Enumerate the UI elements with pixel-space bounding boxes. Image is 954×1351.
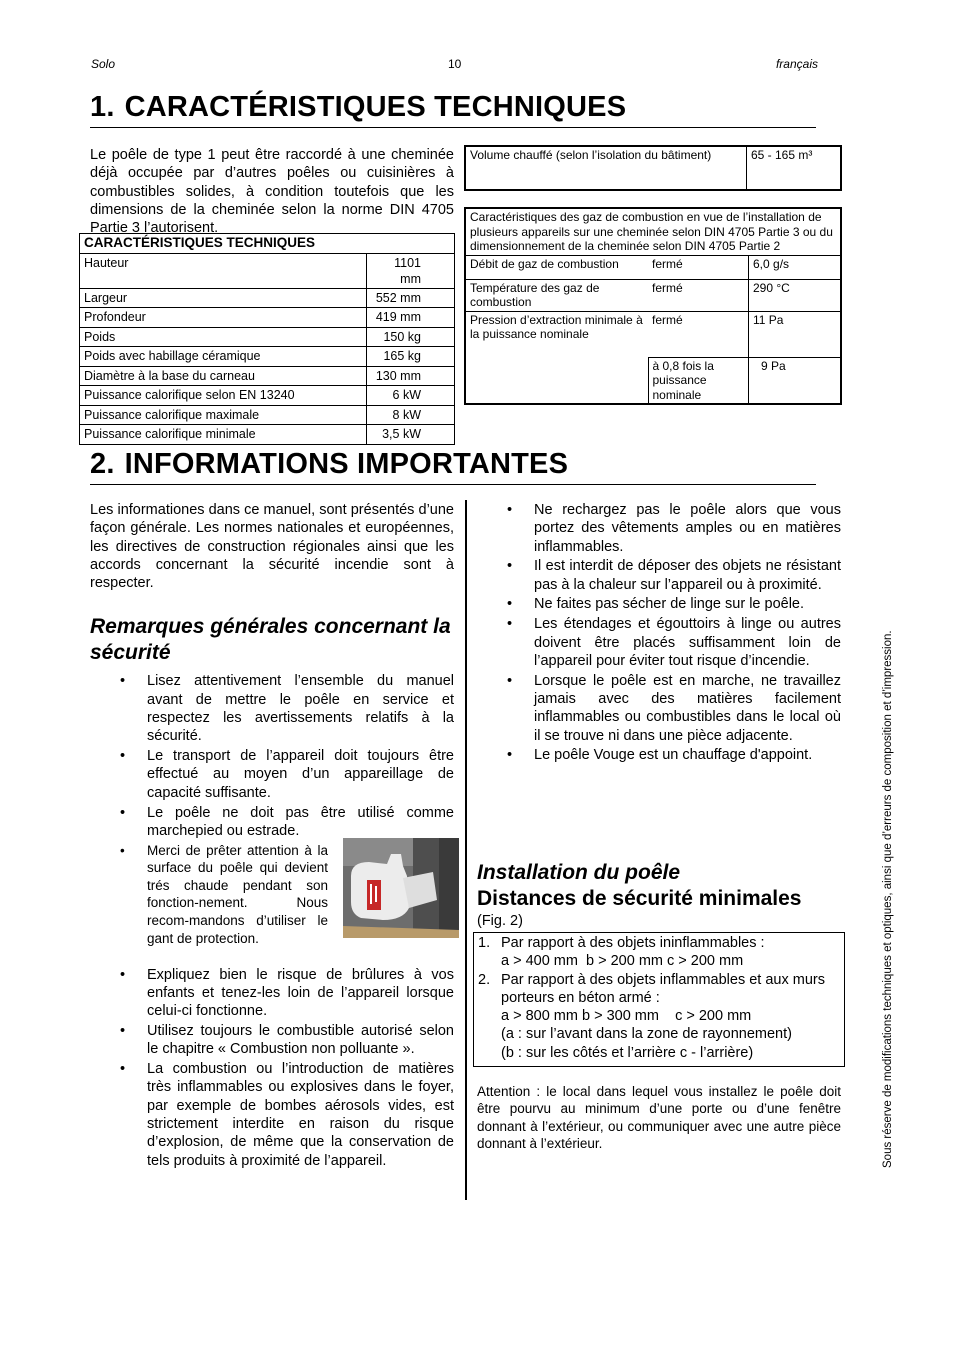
table-row: [80, 347, 455, 367]
list-item: • Expliquez bien le risque de brûlures à vos enfants et tenez-les loin de l’appareil lorsque celui-ci fonctionne.: [90, 966, 454, 1021]
distance-text: Par rapport à des objets ininflammables :: [501, 935, 765, 951]
protective-glove-photo: [343, 838, 459, 938]
gas-state: fermé: [648, 255, 749, 279]
figure-reference: (Fig. 2): [477, 913, 523, 929]
table-row: [80, 405, 455, 425]
table-row: [80, 253, 455, 288]
distance-item: [474, 934, 844, 971]
spec-label: Hauteur: [80, 253, 367, 288]
distance-item: [474, 971, 844, 1062]
attention-note: Attention : le local dans lequel vous installez le poêle doit être pourvu au minimum d’une porte ou d’une fenêtre donnant à l’extérieur, ou communiquer avec une autre pièce donnant à l’extérieur.: [477, 1084, 841, 1152]
header-language: français: [775, 57, 818, 71]
table-row: [80, 386, 455, 406]
page-number: 10: [448, 57, 462, 71]
section-2-heading: [90, 447, 816, 485]
gas-value: 6,0 g/s: [749, 255, 842, 279]
table-row: [80, 288, 455, 308]
list-item: • Utilisez toujours le combustible autorisé selon le chapitre « Combustion non polluante ».: [90, 1022, 454, 1059]
right-column: [477, 501, 841, 766]
list-item: • Le poêle Vouge est un chauffage d'appoint.: [477, 746, 841, 764]
list-item: • Le poêle ne doit pas être utilisé comme marchepied ou estrade.: [90, 804, 454, 841]
column-divider: [465, 500, 467, 1200]
spec-label: Puissance calorifique minimale: [80, 425, 367, 445]
spec-value: 1101 mm: [367, 253, 455, 288]
table-row: [80, 308, 455, 328]
install-heading: Installation du poêle: [477, 861, 681, 884]
volume-label: Volume chauffé (selon l’isolation du bâtiment): [465, 146, 747, 190]
safety-list-b: [90, 966, 454, 1170]
glove-list: [90, 842, 328, 948]
safety-distances-box: [473, 932, 845, 1067]
list-item: • La combustion ou l’introduction de matières très inflammables ou explosives dans le foyer, par exemple de bombes aérosols vides, est strictement interdite en raison du risque d’explosion, de même que la conservation de tels produits à proximité de l’appareil.: [90, 1060, 454, 1170]
gas-label: Débit de gaz de combustion: [465, 255, 648, 279]
volume-value: 65 - 165 m³: [747, 146, 842, 190]
list-item: • Lorsque le poêle est en marche, ne travaillez jamais avec des matières facilement inflammables ou combustibles dans le local où il se trouve ni dans une pièce adjacente.: [477, 672, 841, 745]
spec-label: Puissance calorifique selon EN 13240: [80, 386, 367, 406]
item-number: 2.: [478, 971, 491, 988]
volume-table: [464, 145, 842, 191]
disclaimer-sidenote: Sous réserve de modifications techniques et optiques, ainsi que d’erreurs de composition et d’impression.: [882, 630, 894, 1168]
list-item: • Ne faites pas sécher de linge sur le poêle.: [477, 595, 841, 613]
distance-values: a > 800 mm b > 300 mm c > 200 mm: [501, 1008, 752, 1025]
left-column: [90, 501, 454, 1171]
specs-table: [79, 233, 455, 445]
flue-gas-table: [464, 207, 842, 405]
spec-label: Poids avec habillage céramique: [80, 347, 367, 367]
spec-label: Profondeur: [80, 308, 367, 328]
table-row: [80, 425, 455, 445]
list-item: • Le transport de l’appareil doit toujours être effectué au moyen d’un appareillage de capacité suffisante.: [90, 747, 454, 802]
gas-value: 290 °C: [749, 279, 842, 311]
spec-value: 165 kg: [367, 347, 455, 367]
table-row: [465, 279, 841, 311]
spec-value: 130 mm: [367, 366, 455, 386]
distance-note: (b : sur les côtés et l’arrière c - l’arrière): [501, 1044, 754, 1061]
spec-value: 8 kW: [367, 405, 455, 425]
gas-label: Pression d’extraction minimale à la puissance nominale: [465, 311, 648, 404]
safety-list-a: [90, 672, 454, 840]
spec-value: 552 mm: [367, 288, 455, 308]
list-item: • Il est interdit de déposer des objets ne résistant pas à la chaleur sur l’appareil ou à proximité.: [477, 557, 841, 594]
item-number: 1.: [478, 935, 491, 951]
list-item: • Merci de prêter attention à la surface du poêle qui devient trés chaude pendant son fonction-nement. Nous recom-mandons d’utiliser le gant de protection.: [90, 842, 328, 948]
flue-gas-heading: Caractéristiques des gaz de combustion en vue de l’installation de plusieurs appareils sur une cheminée selon DIN 4705 Partie 3 ou du dimensionnement de la cheminée selon DIN 4705 Partie 2: [465, 208, 841, 255]
section-2-title: INFORMATIONS IMPORTANTES: [124, 448, 569, 480]
distances-heading: Distances de sécurité minimales: [477, 887, 802, 910]
distance-values: a > 400 mm b > 200 mm c > 200 mm: [501, 953, 744, 970]
specs-heading: CARACTÉRISTIQUES TECHNIQUES: [80, 234, 455, 254]
spec-label: Diamètre à la base du carneau: [80, 366, 367, 386]
safety-list-right: [477, 501, 841, 765]
table-row: [465, 311, 841, 357]
spec-label: Puissance calorifique maximale: [80, 405, 367, 425]
safety-heading: Remarques générales concernant la sécurité: [90, 615, 451, 665]
spec-value: 6 kW: [367, 386, 455, 406]
gas-state: fermé: [648, 279, 749, 311]
section-1-number: 1.: [90, 91, 115, 123]
spec-label: Poids: [80, 327, 367, 347]
gas-label: Température des gaz de combustion: [465, 279, 648, 311]
glove-block: [90, 842, 454, 964]
distance-text: Par rapport à des objets inflammables et aux murs porteurs en béton armé :: [501, 971, 825, 1006]
spec-value: 3,5 kW: [367, 425, 455, 445]
section-1-heading: [90, 90, 816, 128]
spec-value: 150 kg: [367, 327, 455, 347]
section-1-intro: Le poêle de type 1 peut être raccordé à une cheminée déjà occupée par d’autres poêles ou cuisinières à combustibles solides, à condition toutefois que les dimensions de la cheminée selon la norme DIN 4705 Partie 3 l’autorisent.: [90, 147, 454, 237]
spec-label: Largeur: [80, 288, 367, 308]
section-2-intro: Les informationes dans ce manuel, sont présentés d’une façon générale. Les normes nationales et européennes, les directives de construction régionales ainsi que les accords concernant la sécurité incendie sont à respecter.: [90, 502, 454, 592]
gas-state: fermé: [648, 311, 749, 357]
install-heading-block: [477, 860, 841, 930]
table-row: [80, 366, 455, 386]
distance-note: (a : sur l’avant dans la zone de rayonnement): [501, 1026, 792, 1043]
list-item: • Les étendages et égouttoirs à linge ou autres doivent être placés suffisamment loin de l’appareil pour éviter tout risque d’incendie.: [477, 615, 841, 670]
gas-value: 11 Pa: [749, 311, 842, 357]
section-1-title: CARACTÉRISTIQUES TECHNIQUES: [124, 91, 627, 123]
table-row: [465, 146, 841, 190]
section-2-number: 2.: [90, 448, 115, 480]
spec-value: 419 mm: [367, 308, 455, 328]
header-product: Solo: [91, 57, 116, 71]
list-item: • Ne rechargez pas le poêle alors que vous portez des vêtements amples ou en matières inflammables.: [477, 501, 841, 556]
list-item: • Lisez attentivement l’ensemble du manuel avant de mettre le poêle en service et respectez les avertissements relatifs à la sécurité.: [90, 672, 454, 745]
gas-value: 9 Pa: [749, 357, 842, 404]
table-row: [80, 327, 455, 347]
gas-state: à 0,8 fois la puissance nominale: [648, 357, 749, 404]
table-row: [465, 255, 841, 279]
